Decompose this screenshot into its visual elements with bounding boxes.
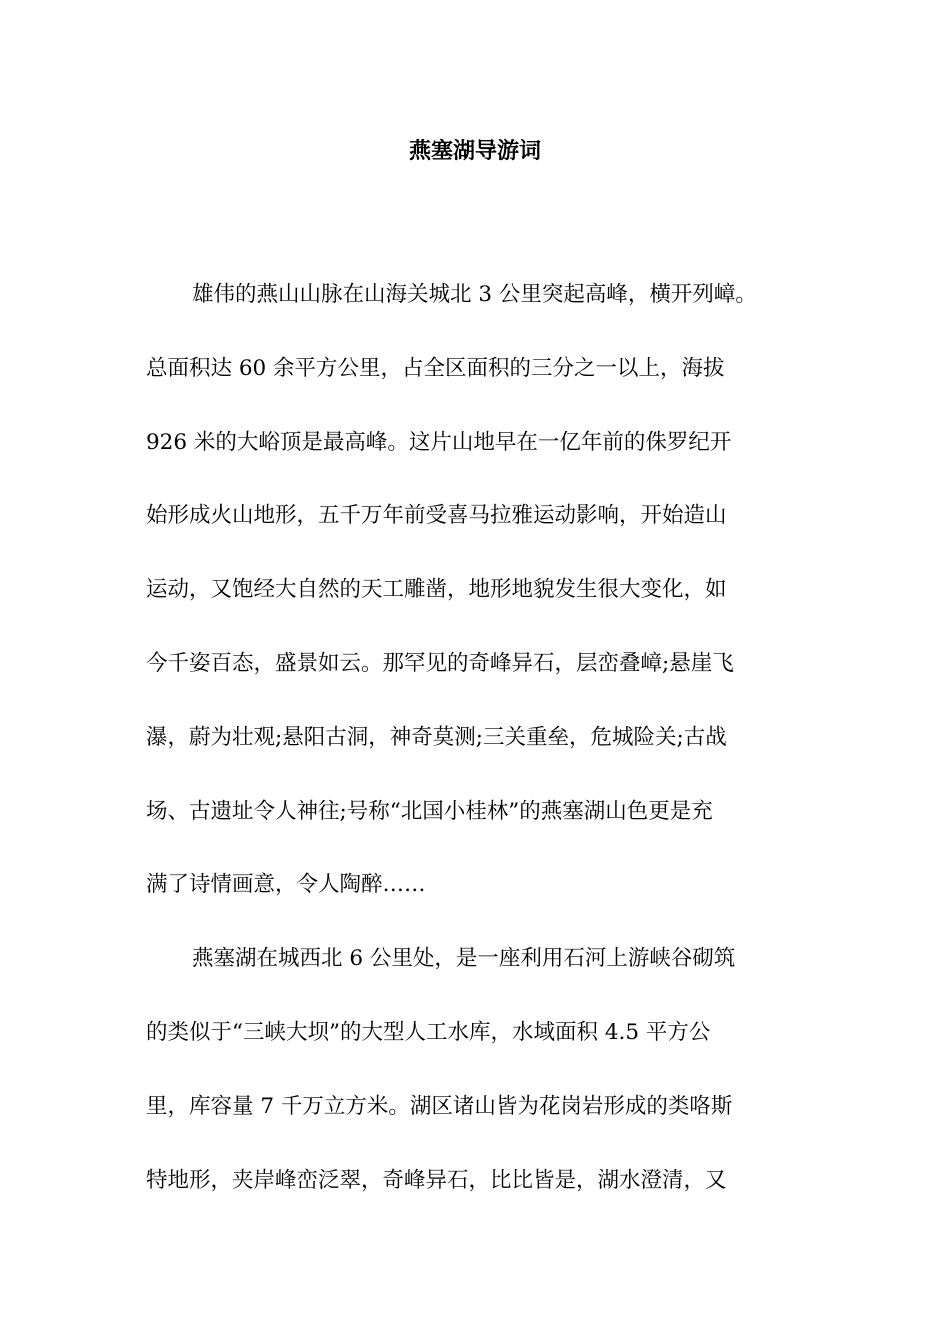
paragraph-1-line-7: 瀑，蔚为壮观;悬阳古洞，神奇莫测;三关重垒，危城险关;古战 bbox=[146, 724, 727, 750]
paragraph-1-line-6: 今千姿百态，盛景如云。那罕见的奇峰异石，层峦叠嶂;悬崖飞 bbox=[146, 650, 734, 676]
paragraph-1-line-4: 始形成火山地形，五千万年前受喜马拉雅运动影响，开始造山 bbox=[146, 503, 727, 529]
paragraph-2-line-1: 燕塞湖在城西北 6 公里处，是一座利用石河上游峡谷砌筑 bbox=[192, 946, 736, 972]
paragraph-1-line-8: 场、古遗址令人神往;号称“北国小桂林”的燕塞湖山色更是充 bbox=[146, 798, 713, 824]
paragraph-2-line-2: 的类似于“三峡大坝”的大型人工水库，水域面积 4.5 平方公 bbox=[146, 1019, 711, 1045]
document-title: 燕塞湖导游词 bbox=[408, 139, 541, 164]
document-body bbox=[146, 258, 806, 1217]
paragraph-2-line-4: 特地形，夹岸峰峦泛翠，奇峰异石，比比皆是，湖水澄清，又 bbox=[146, 1167, 727, 1193]
paragraph-1-line-5: 运动，又饱经大自然的天工雕凿，地形地貌发生很大变化，如 bbox=[146, 577, 727, 603]
paragraph-1-line-9: 满了诗情画意，令人陶醉…… bbox=[146, 872, 426, 898]
paragraph-1-line-2: 总面积达 60 余平方公里，占全区面积的三分之一以上，海拔 bbox=[146, 355, 725, 381]
paragraph-1-line-3: 926 米的大峪顶是最高峰。这片山地早在一亿年前的侏罗纪开 bbox=[146, 429, 732, 455]
paragraph-2-line-3: 里，库容量 7 千万立方米。湖区诸山皆为花岗岩形成的类咯斯 bbox=[146, 1093, 733, 1119]
paragraph-1-line-1: 雄伟的燕山山脉在山海关城北 3 公里突起高峰，横开列嶂。 bbox=[192, 282, 757, 307]
